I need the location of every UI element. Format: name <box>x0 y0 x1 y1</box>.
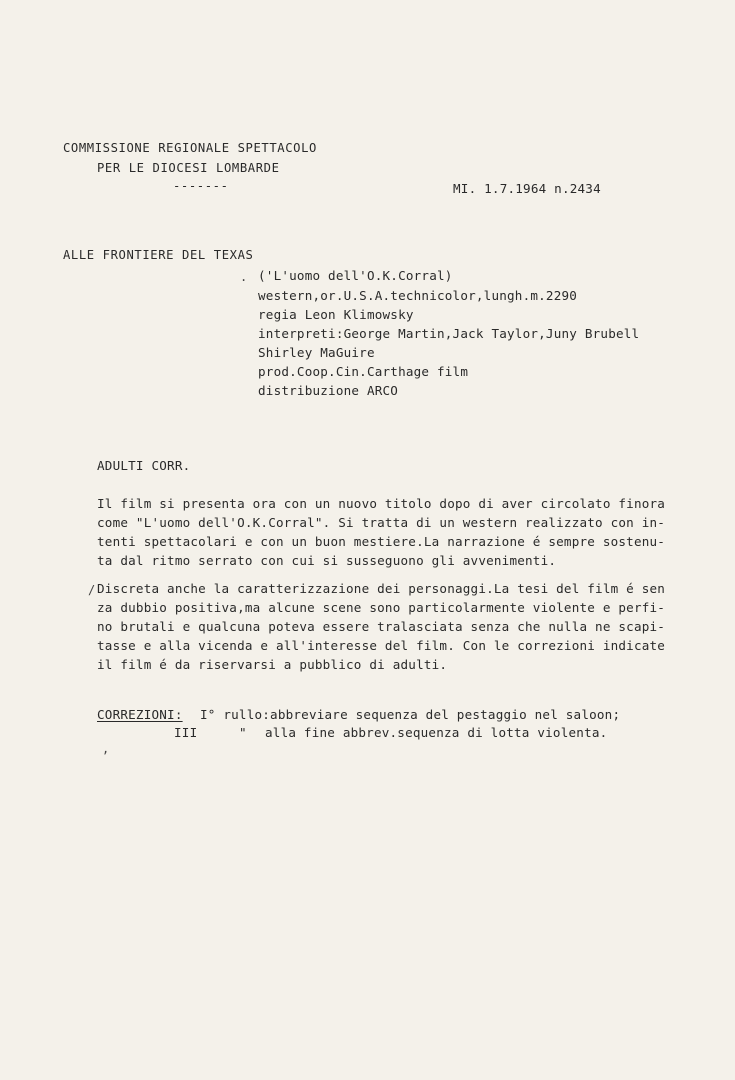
org-line-1: COMMISSIONE REGIONALE SPETTACOLO <box>63 141 317 155</box>
corrections-ditto: " <box>239 725 247 740</box>
corrections-label: CORREZIONI: <box>97 707 183 722</box>
margin-dot: . <box>240 270 248 284</box>
paragraph2-line: il film é da riservarsi a pubblico di adulti. <box>97 657 448 672</box>
film-title: ALLE FRONTIERE DEL TEXAS <box>63 248 254 262</box>
paragraph2-line: tasse e alla vicenda e all'interesse del film. Con le correzioni indicate <box>97 638 666 653</box>
corrections-line-2: alla fine abbrev.sequenza di lotta violenta. <box>265 725 608 740</box>
corrections-line-1: I° rullo:abbreviare sequenza del pestaggio nel saloon; <box>200 707 621 722</box>
separator: ------- <box>173 179 229 193</box>
org-line-2: PER LE DIOCESI LOMBARDE <box>97 161 280 175</box>
film-detail-cast-cont: Shirley MaGuire <box>258 345 375 360</box>
film-detail-cast: interpreti:George Martin,Jack Taylor,Juny Brubell <box>258 326 640 341</box>
paragraph1-line: ta dal ritmo serrato con cui si susseguono gli avvenimenti. <box>97 553 557 568</box>
margin-tick: / <box>88 583 96 597</box>
margin-comma: , <box>102 742 110 756</box>
film-detail-director: regia Leon Klimowsky <box>258 307 414 322</box>
film-detail-production: prod.Coop.Cin.Carthage film <box>258 364 469 379</box>
film-detail-genre: western,or.U.S.A.technicolor,lungh.m.2290 <box>258 288 578 303</box>
film-detail-distribution: distribuzione ARCO <box>258 383 399 398</box>
reference-number: MI. 1.7.1964 n.2434 <box>453 181 601 196</box>
paragraph2-line: za dubbio positiva,ma alcune scene sono particolarmente violente e perfi- <box>97 600 666 615</box>
corrections-reel: III <box>174 725 198 740</box>
paragraph1-line: come "L'uomo dell'O.K.Corral". Si tratta di un western realizzato con in- <box>97 515 666 530</box>
paragraph1-line: Il film si presenta ora con un nuovo titolo dopo di aver circolato finora <box>97 496 666 511</box>
classification: ADULTI CORR. <box>97 458 191 473</box>
paragraph2-line: no brutali e qualcuna poteva essere tralasciata senza che nulla ne scapi- <box>97 619 666 634</box>
film-detail-alt-title: ('L'uomo dell'O.K.Corral) <box>258 268 453 283</box>
paragraph1-line: tenti spettacolari e con un buon mestiere.La narrazione é sempre sostenu- <box>97 534 666 549</box>
paragraph2-line: Discreta anche la caratterizzazione dei personaggi.La tesi del film é sen <box>97 581 666 596</box>
